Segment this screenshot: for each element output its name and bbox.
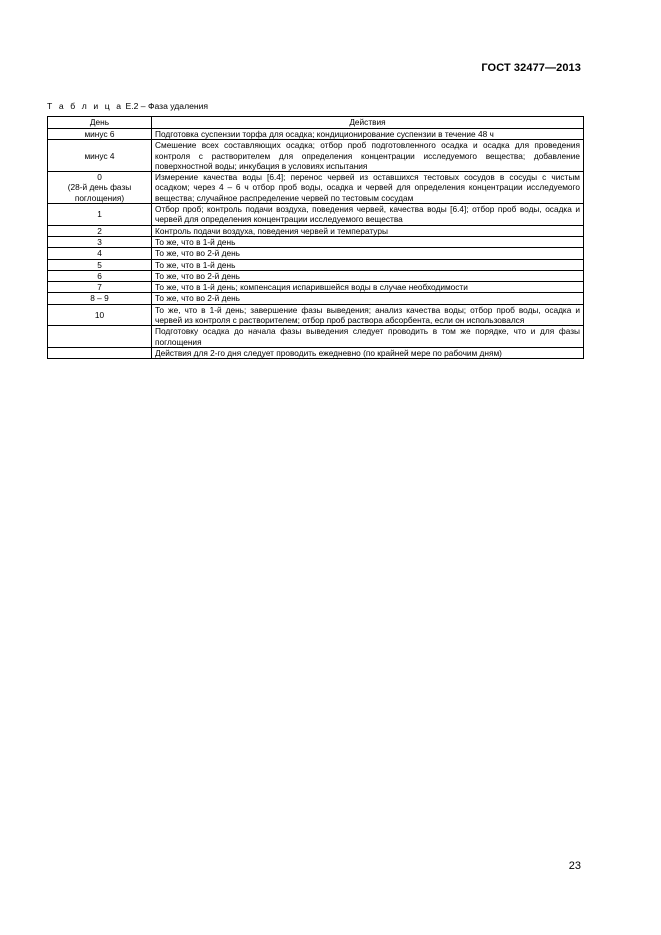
table-row <box>48 225 584 236</box>
day-cell: 2 <box>48 225 152 236</box>
day-cell: 1 <box>48 204 152 226</box>
day-cell: 4 <box>48 248 152 259</box>
day-cell: 3 <box>48 236 152 247</box>
action-cell: Смешение всех составляющих осадка; отбор проб подготовленного осадка и осадка для проведения контроля с растворителем для определения концентрации исследуемого вещества; добавление поверхностной воды; инкубация в условиях испытания <box>152 140 584 172</box>
action-cell: То же, что во 2-й день <box>152 270 584 281</box>
action-cell: То же, что в 1-й день; завершение фазы выведения; анализ качества воды; отбор проб воды, осадка и червей из контроля с растворителем; отбор проб раствора абсорбента, если он использовался <box>152 304 584 326</box>
action-cell: То же, что в 1-й день; компенсация испарившейся воды в случае необходимости <box>152 282 584 293</box>
table-caption <box>47 101 208 111</box>
day-cell: 10 <box>48 304 152 326</box>
table-row <box>48 293 584 304</box>
column-header-day: День <box>48 117 152 129</box>
page-number: 23 <box>568 860 581 872</box>
day-cell: 6 <box>48 270 152 281</box>
caption-number: Е.2 <box>125 101 139 111</box>
action-cell: То же, что в 1-й день <box>152 236 584 247</box>
column-header-actions: Действия <box>152 117 584 129</box>
table-row <box>48 172 584 204</box>
table-row <box>48 347 584 358</box>
day-cell <box>48 326 152 348</box>
action-cell: Подготовку осадка до начала фазы выведения следует проводить в том же порядке, что и для фазы поглощения <box>152 326 584 348</box>
document-standard-header: ГОСТ 32477—2013 <box>481 62 581 74</box>
table-row <box>48 304 584 326</box>
table-row <box>48 204 584 226</box>
caption-label: Т а б л и ц а <box>47 101 124 111</box>
table-row <box>48 236 584 247</box>
caption-dash: – <box>140 101 146 111</box>
day-cell: минус 4 <box>48 140 152 172</box>
action-cell: То же, что в 1-й день <box>152 259 584 270</box>
table-row <box>48 270 584 281</box>
caption-title: Фаза удаления <box>147 101 209 111</box>
table-header-row <box>48 117 584 129</box>
day-cell: 7 <box>48 282 152 293</box>
table-row <box>48 282 584 293</box>
day-cell <box>48 347 152 358</box>
action-cell: Подготовка суспензии торфа для осадка; кондиционирование суспензии в течение 48 ч <box>152 129 584 140</box>
action-cell: То же, что во 2-й день <box>152 293 584 304</box>
table-row <box>48 259 584 270</box>
action-cell: Измерение качества воды [6.4]; перенос червей из оставшихся тестовых сосудов в сосуды с чистым осадком; через 4 – 6 ч отбор проб воды, осадка и червей для определения концентрации исследуемого вещества; случайное распределение червей по тестовым сосудам <box>152 172 584 204</box>
day-cell: 0 (28-й день фазы поглощения) <box>48 172 152 204</box>
day-cell: 5 <box>48 259 152 270</box>
action-cell: Отбор проб; контроль подачи воздуха, поведения червей, качества воды [6.4]; отбор проб воды, осадка и червей для определения концентрации исследуемого вещества <box>152 204 584 226</box>
removal-phase-table <box>47 116 584 359</box>
table-row <box>48 248 584 259</box>
day-cell: минус 6 <box>48 129 152 140</box>
day-cell: 8 – 9 <box>48 293 152 304</box>
action-cell: Контроль подачи воздуха, поведения червей и температуры <box>152 225 584 236</box>
table-body <box>48 129 584 359</box>
table-row <box>48 140 584 172</box>
action-cell: Действия для 2-го дня следует проводить ежедневно (по крайней мере по рабочим дням) <box>152 347 584 358</box>
action-cell: То же, что во 2-й день <box>152 248 584 259</box>
table-row <box>48 129 584 140</box>
table-row <box>48 326 584 348</box>
